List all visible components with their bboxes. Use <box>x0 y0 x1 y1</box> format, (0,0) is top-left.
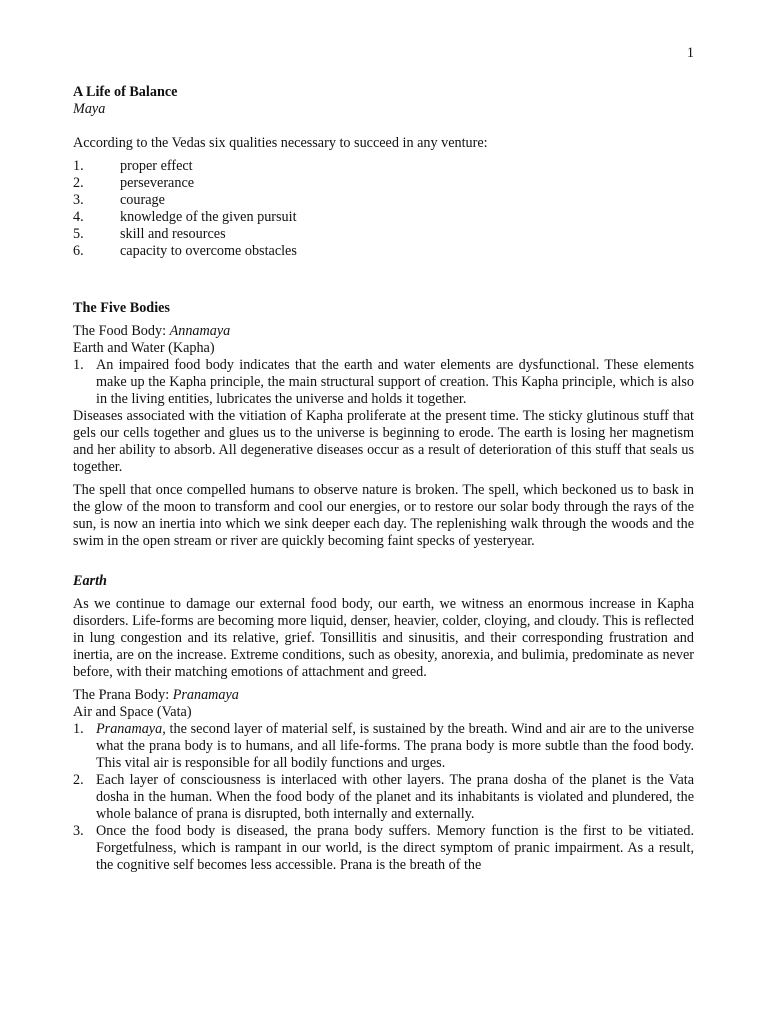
list-item <box>73 721 694 772</box>
prana-body-heading <box>73 687 694 704</box>
page-number: 1 <box>686 45 694 61</box>
list-number: 2. <box>73 175 84 191</box>
paragraph-diseases: Diseases associated with the vitiation of Kapha proliferate at the present time. The sticky glutinous stuff that gels our cells together and glues us to the universe is beginning to erode. The earth is losing her magnetism and her ability to absorb. All degenerative diseases occur as a result of deterioration of this stuff that seals us together. <box>73 408 694 475</box>
list-item <box>73 823 694 874</box>
section-heading-earth: Earth <box>73 573 107 589</box>
list-lead-term: Pranamaya <box>96 721 163 737</box>
list-text: capacity to overcome obstacles <box>120 243 297 259</box>
list-item <box>73 175 694 192</box>
prana-body-name: Pranamaya <box>172 687 239 703</box>
prana-body-label: The Prana Body: <box>73 687 173 703</box>
list-text: courage <box>120 192 165 208</box>
list-text: An impaired food body indicates that the earth and water elements are dysfunctional. These elements make up the Kapha principle, the main structural support of creation. This Kapha principle, which is also in the living entities, lubricates the universe and holds it together. <box>96 357 694 407</box>
list-text: proper effect <box>120 158 193 174</box>
list-number: 6. <box>73 243 84 259</box>
list-number: 1. <box>73 721 84 737</box>
list-item <box>73 192 694 209</box>
list-item <box>73 209 694 226</box>
intro-text: According to the Vedas six qualities necessary to succeed in any venture: <box>73 135 488 151</box>
list-number: 2. <box>73 772 84 788</box>
list-item <box>73 226 694 243</box>
list-text: Each layer of consciousness is interlaced with other layers. The prana dosha of the planet is the Vata dosha in the human. When the food body of the planet and its inhabitants is violated and plundered, the whole balance of prana is disrupted, both internally and externally. <box>96 772 694 822</box>
document-title: A Life of Balance <box>73 84 178 100</box>
list-item <box>73 243 694 260</box>
document-body <box>73 84 694 874</box>
paragraph-earth: As we continue to damage our external food body, our earth, we witness an enormous increase in Kapha disorders. Life-forms are becoming more liquid, denser, heavier, colder, cloying, and cloudy. This is reflected in lung congestion and its relative, grief. Tonsillitis and sinusitis, and their corresponding frustration and inertia, are on the increase. Extreme conditions, such as obesity, anorexia, and bulimia, predominate as never before, with their matching emotions of attachment and greed. <box>73 596 694 680</box>
list-number: 4. <box>73 209 84 225</box>
list-item <box>73 158 694 175</box>
food-body-label: The Food Body: <box>73 323 170 339</box>
food-body-name: Annamaya <box>169 323 231 339</box>
list-item <box>73 357 694 408</box>
list-number: 3. <box>73 823 84 839</box>
list-number: 3. <box>73 192 84 208</box>
list-number: 5. <box>73 226 84 242</box>
qualities-list <box>73 158 694 260</box>
list-item <box>73 772 694 823</box>
list-text: skill and resources <box>120 226 226 242</box>
food-body-heading <box>73 323 694 340</box>
list-number: 1. <box>73 158 84 174</box>
prana-body-list <box>73 721 694 874</box>
list-text: knowledge of the given pursuit <box>120 209 297 225</box>
section-heading-five-bodies: The Five Bodies <box>73 300 170 316</box>
document-author: Maya <box>73 101 106 117</box>
list-number: 1. <box>73 357 84 373</box>
list-text: Once the food body is diseased, the prana body suffers. Memory function is the first to be vitiated. Forgetfulness, which is rampant in our world, is the direct symptom of pranic impairment. As a result, the cognitive self becomes less accessible. Prana is the breath of the <box>96 823 694 873</box>
paragraph-spell: The spell that once compelled humans to observe nature is broken. The spell, which beckoned us to bask in the glow of the moon to transform and cool our energies, or to restore our solar body through the rays of the sun, is now an inertia into which we sink deeper each day. The replenishing walk through the woods and the swim in the open stream or river are quickly becoming faint specks of yesteryear. <box>73 482 694 549</box>
food-body-elements: Earth and Water (Kapha) <box>73 340 215 356</box>
list-text: perseverance <box>120 175 195 191</box>
list-text: , the second layer of material self, is sustained by the breath. Wind and air are to the universe what the prana body is to humans, and all life-forms. The prana body is more subtle than the food body. This vital air is responsible for all bodily functions and urges. <box>96 721 694 771</box>
prana-body-elements: Air and Space (Vata) <box>73 704 192 720</box>
food-body-list <box>73 357 694 408</box>
